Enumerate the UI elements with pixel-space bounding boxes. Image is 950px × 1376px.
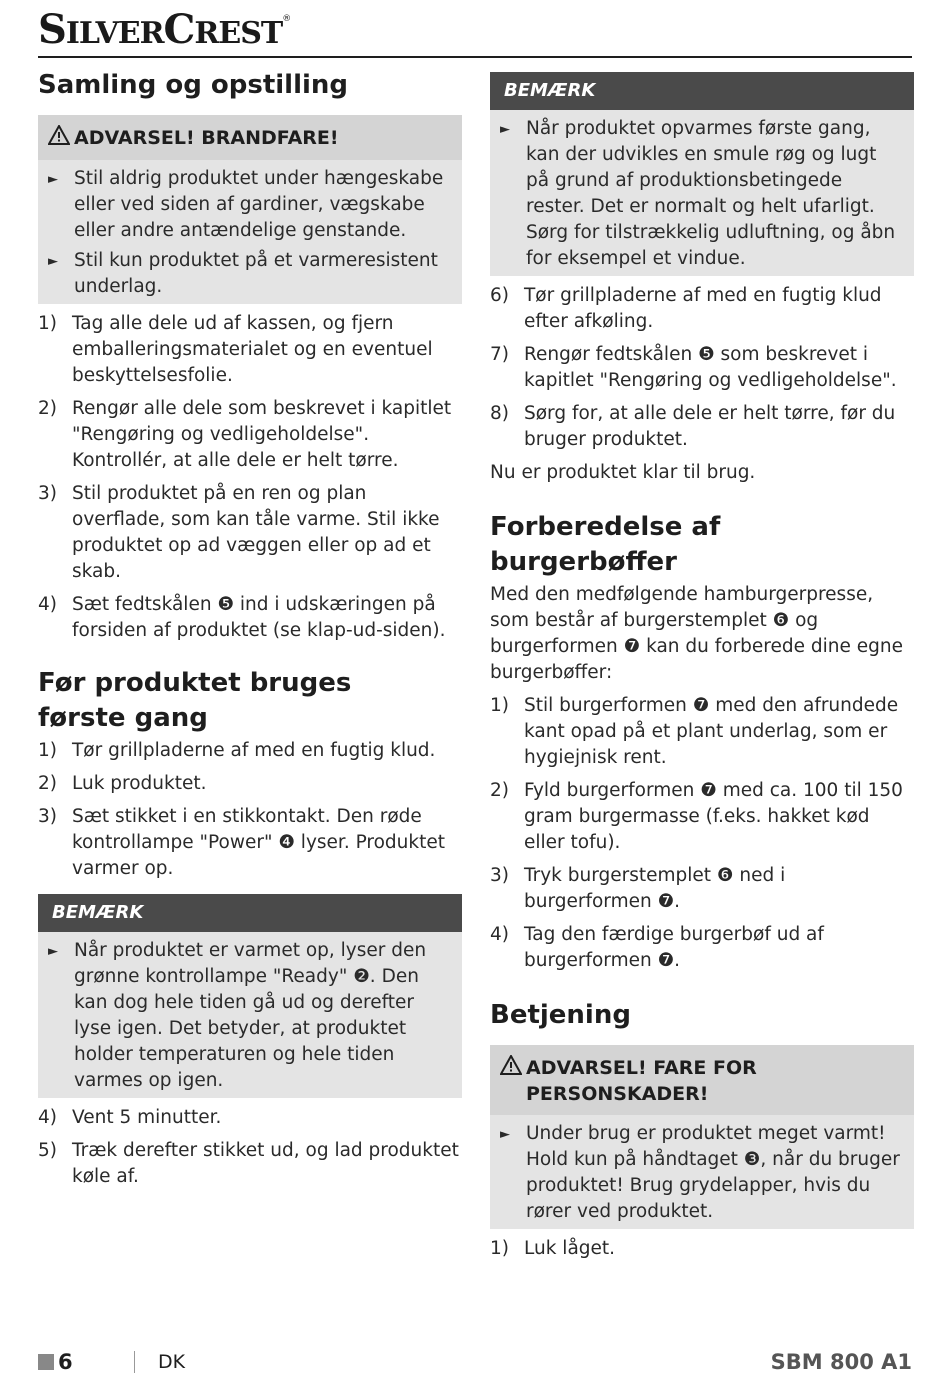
bullet-text: Stil kun produktet på et varmeresistent underlag. xyxy=(74,250,438,297)
page-footer xyxy=(38,1350,912,1376)
brand-logo xyxy=(38,6,291,53)
warning-icon xyxy=(500,1055,522,1107)
step-text: Rengør fedtskålen ❺ som beskrevet i kapitlet "Rengøring og vedligeholdelse". xyxy=(524,344,897,391)
step-text: Sæt stikket i en stikkontakt. Den røde kontrollampe "Power" ❹ lyser. Produktet varmer op. xyxy=(72,806,446,879)
model-number: SBM 800 A1 xyxy=(770,1350,912,1374)
heading-foer-brug: Før produktet bruges første gang xyxy=(38,668,352,733)
logo-part: REST xyxy=(194,16,283,51)
step-text: Tør grillpladerne af med en fugtig klud efter afkøling. xyxy=(524,285,882,332)
warning-icon xyxy=(48,125,70,152)
warning-header xyxy=(490,1045,914,1115)
step-number: 3) xyxy=(490,865,509,886)
warning-header xyxy=(38,115,462,160)
steps-burger xyxy=(490,693,914,974)
warning-box-fire xyxy=(38,115,462,304)
step-text: Luk låget. xyxy=(524,1238,616,1259)
list-item xyxy=(38,592,462,644)
logo-part: S xyxy=(38,6,66,53)
burger-intro: Med den medfølgende hamburgerpresse, som består af burgerstemplet ❻ og burgerformen ❼ kan du forberede dine egne burgerbøffer: xyxy=(490,584,903,683)
note-box-smoke xyxy=(490,72,914,276)
list-item xyxy=(38,1105,462,1131)
arrow-right-icon: ► xyxy=(48,944,58,959)
step-text: Sæt fedtskålen ❺ ind i udskæringen på forsiden af produktet (se klap-ud-siden). xyxy=(72,594,446,641)
step-number: 2) xyxy=(490,780,509,801)
list-item xyxy=(490,863,914,915)
footer-square xyxy=(38,1354,54,1370)
step-number: 4) xyxy=(38,594,57,615)
step-text: Luk produktet. xyxy=(72,773,207,794)
list-item xyxy=(38,311,462,389)
step-text: Tør grillpladerne af med en fugtig klud. xyxy=(72,740,436,761)
note-header: BEMÆRK xyxy=(490,72,914,110)
list-item xyxy=(38,771,462,797)
warning-bullets xyxy=(490,1115,914,1225)
list-item xyxy=(38,481,462,585)
note-bullets xyxy=(490,110,914,272)
list-item xyxy=(38,938,462,1094)
steps-first-use xyxy=(38,738,462,882)
step-text: Stil produktet på en ren og plan overflade, som kan tåle varme. Stil ikke produktet op ad væggen eller op ad et skab. xyxy=(72,483,440,582)
step-number: 5) xyxy=(38,1140,57,1161)
arrow-right-icon: ► xyxy=(500,122,510,137)
arrow-right-icon: ► xyxy=(500,1127,510,1142)
list-item xyxy=(38,396,462,474)
step-number: 7) xyxy=(490,344,509,365)
step-text: Fyld burgerformen ❼ med ca. 100 til 150 gram burgermasse (f.eks. hakket kød eller tofu). xyxy=(524,780,903,853)
footer-divider xyxy=(134,1351,135,1373)
bullet-text: Når produktet opvarmes første gang, kan der udvikles en smule røg og lugt på grund af produktionsbetingede rester. Det er normalt og helt ufarligt. Sørg for tilstrækkelig udluftning, og åbn for eksempel et vindue. xyxy=(526,118,896,269)
bullet-text: Når produktet er varmet op, lyser den grønne kontrollampe "Ready" ❷. Den kan dog hele tiden gå ud og derefter lyse igen. Det betyder, at produktet holder temperaturen og hele tiden varmes op igen. xyxy=(74,940,427,1091)
logo-part: ILVER xyxy=(65,16,164,51)
step-number: 2) xyxy=(38,398,57,419)
step-number: 1) xyxy=(490,695,509,716)
step-number: 1) xyxy=(38,740,57,761)
step-text: Stil burgerformen ❼ med den afrundede kant opad på et plant underlag, som er hygiejnisk rent. xyxy=(524,695,899,768)
step-text: Tag alle dele ud af kassen, og fjern emballeringsmaterialet og en eventuel beskyttelsesfolie. xyxy=(72,313,433,386)
bullet-text: Stil aldrig produktet under hængeskabe eller ved siden af gardiner, vægskabe eller andre antændelige genstande. xyxy=(74,168,444,241)
warning-title: ADVARSEL! FARE FOR PERSONSKADER! xyxy=(526,1057,757,1105)
step-number: 3) xyxy=(38,806,57,827)
step-number: 3) xyxy=(38,483,57,504)
step-text: Træk derefter stikket ud, og lad produktet køle af. xyxy=(72,1140,459,1187)
arrow-right-icon: ► xyxy=(48,254,58,269)
ready-text: Nu er produktet klar til brug. xyxy=(490,462,756,483)
note-box-ready xyxy=(38,894,462,1098)
left-column xyxy=(38,62,462,1190)
logo-part: C xyxy=(163,6,195,53)
step-number: 8) xyxy=(490,403,509,424)
list-item xyxy=(490,778,914,856)
header-rule xyxy=(38,56,912,58)
step-text: Vent 5 minutter. xyxy=(72,1107,222,1128)
list-item xyxy=(490,116,914,272)
list-item xyxy=(38,166,462,244)
arrow-right-icon: ► xyxy=(48,172,58,187)
step-number: 4) xyxy=(490,924,509,945)
list-item xyxy=(490,342,914,394)
heading-betjening: Betjening xyxy=(490,1000,631,1030)
step-number: 1) xyxy=(38,313,57,334)
note-header: BEMÆRK xyxy=(38,894,462,932)
heading-burger: Forberedelse af burgerbøffer xyxy=(490,512,721,577)
list-item xyxy=(490,1121,914,1225)
step-text: Sørg for, at alle dele er helt tørre, før du bruger produktet. xyxy=(524,403,896,450)
list-item xyxy=(38,804,462,882)
note-bullets xyxy=(38,932,462,1094)
warning-title: ADVARSEL! BRANDFARE! xyxy=(74,127,339,149)
list-item xyxy=(490,283,914,335)
steps-first-use-end xyxy=(490,283,914,453)
list-item xyxy=(490,1236,914,1262)
right-column xyxy=(490,72,914,1262)
step-number: 6) xyxy=(490,285,509,306)
list-item xyxy=(38,1138,462,1190)
steps-operation xyxy=(490,1236,914,1262)
warning-box-injury xyxy=(490,1045,914,1229)
list-item xyxy=(490,922,914,974)
page-number: 6 xyxy=(58,1350,73,1374)
steps-first-use-cont xyxy=(38,1105,462,1190)
step-text: Rengør alle dele som beskrevet i kapitlet "Rengøring og vedligeholdelse". Kontrollér, at alle dele er helt tørre. xyxy=(72,398,452,471)
step-text: Tag den færdige burgerbøf ud af burgerformen ❼. xyxy=(524,924,824,971)
list-item xyxy=(490,401,914,453)
step-text: Tryk burgerstemplet ❻ ned i burgerformen ❼. xyxy=(524,865,786,912)
warning-bullets xyxy=(38,160,462,300)
bullet-text: Under brug er produktet meget varmt! Hold kun på håndtaget ❸, når du bruger produktet! Brug grydelapper, hvis du rører ved produktet. xyxy=(526,1123,900,1222)
list-item xyxy=(38,248,462,300)
steps-assembly xyxy=(38,311,462,644)
step-number: 2) xyxy=(38,773,57,794)
step-number: 4) xyxy=(38,1107,57,1128)
list-item xyxy=(38,738,462,764)
step-number: 1) xyxy=(490,1238,509,1259)
list-item xyxy=(490,693,914,771)
language-code: DK xyxy=(158,1351,186,1373)
registered-mark: ® xyxy=(282,14,292,24)
heading-samling: Samling og opstilling xyxy=(38,70,349,100)
